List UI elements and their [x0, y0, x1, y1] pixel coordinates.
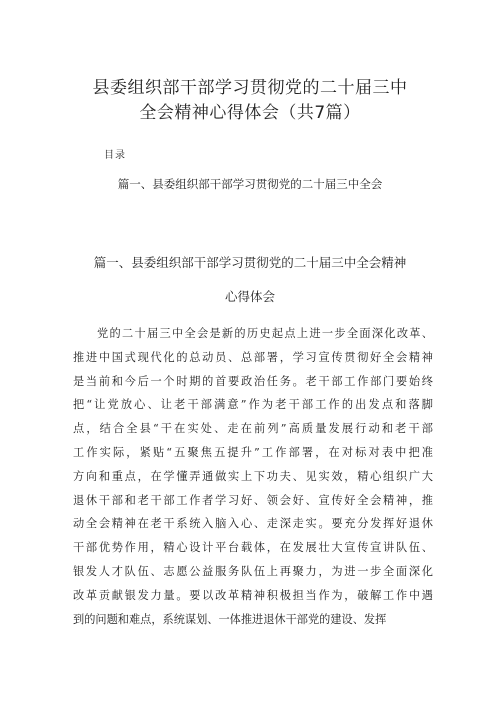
paragraph-line: 是当前和今后一个时期的首要政治任务。老干部工作部门要始终	[73, 374, 433, 388]
toc-heading: 目录	[104, 150, 126, 161]
section-title	[0, 246, 500, 314]
paragraph-line: 退休干部和老干部工作者学习好、领会好、宣传好全会精神，推	[73, 493, 433, 507]
paragraph-line: 党的二十届三中全会是新的历史起点上进一步全面深化改革、	[97, 327, 433, 340]
section-title-line: 心得体会	[224, 289, 275, 304]
document-title-line: 全会精神心得体会（共7篇）	[139, 103, 361, 123]
toc-item[interactable]: 篇一、县委组织部干部学习贯彻党的二十届三中全会	[117, 177, 383, 191]
paragraph-line: 把“让党放心、让老干部满意”作为老干部工作的出发点和落脚	[73, 398, 433, 412]
paragraph-line: 动全会精神在老干系统入脑入心、走深走实。要充分发挥好退休	[73, 517, 433, 531]
paragraph-line: 点，结合全县“干在实处、走在前列”高质量发展行动和老干部	[73, 422, 433, 436]
paragraph-line: 改革贡献银发力量。要以改革精神积极担当作为，破解工作中遇	[73, 588, 433, 602]
paragraph-line: 方向和重点，在学懂弄通做实上下功夫、见实效，精心组织广大	[73, 469, 433, 483]
body-paragraph	[73, 322, 433, 631]
document-title	[0, 76, 500, 126]
section-title-line: 篇一、县委组织部干部学习贯彻党的二十届三中全会精神	[93, 255, 407, 270]
paragraph-line: 银发人才队伍、志愿公益服务队伍上再聚力，为进一步全面深化	[73, 564, 433, 578]
paragraph-line: 干部优势作用，精心设计平台载体，在发展壮大宣传宣讲队伍、	[73, 541, 433, 555]
paragraph-line: 推进中国式现代化的总动员、总部署，学习宣传贯彻好全会精神	[73, 350, 433, 364]
document-title-line: 县委组织部干部学习贯彻党的二十届三中	[92, 78, 408, 98]
paragraph-line: 工作实际，紧贴“五聚焦五提升”工作部署，在对标对表中把准	[73, 445, 433, 459]
paragraph-line: 到的问题和难点，系统谋划、一体推进退休干部党的建设、发挥	[73, 612, 387, 626]
